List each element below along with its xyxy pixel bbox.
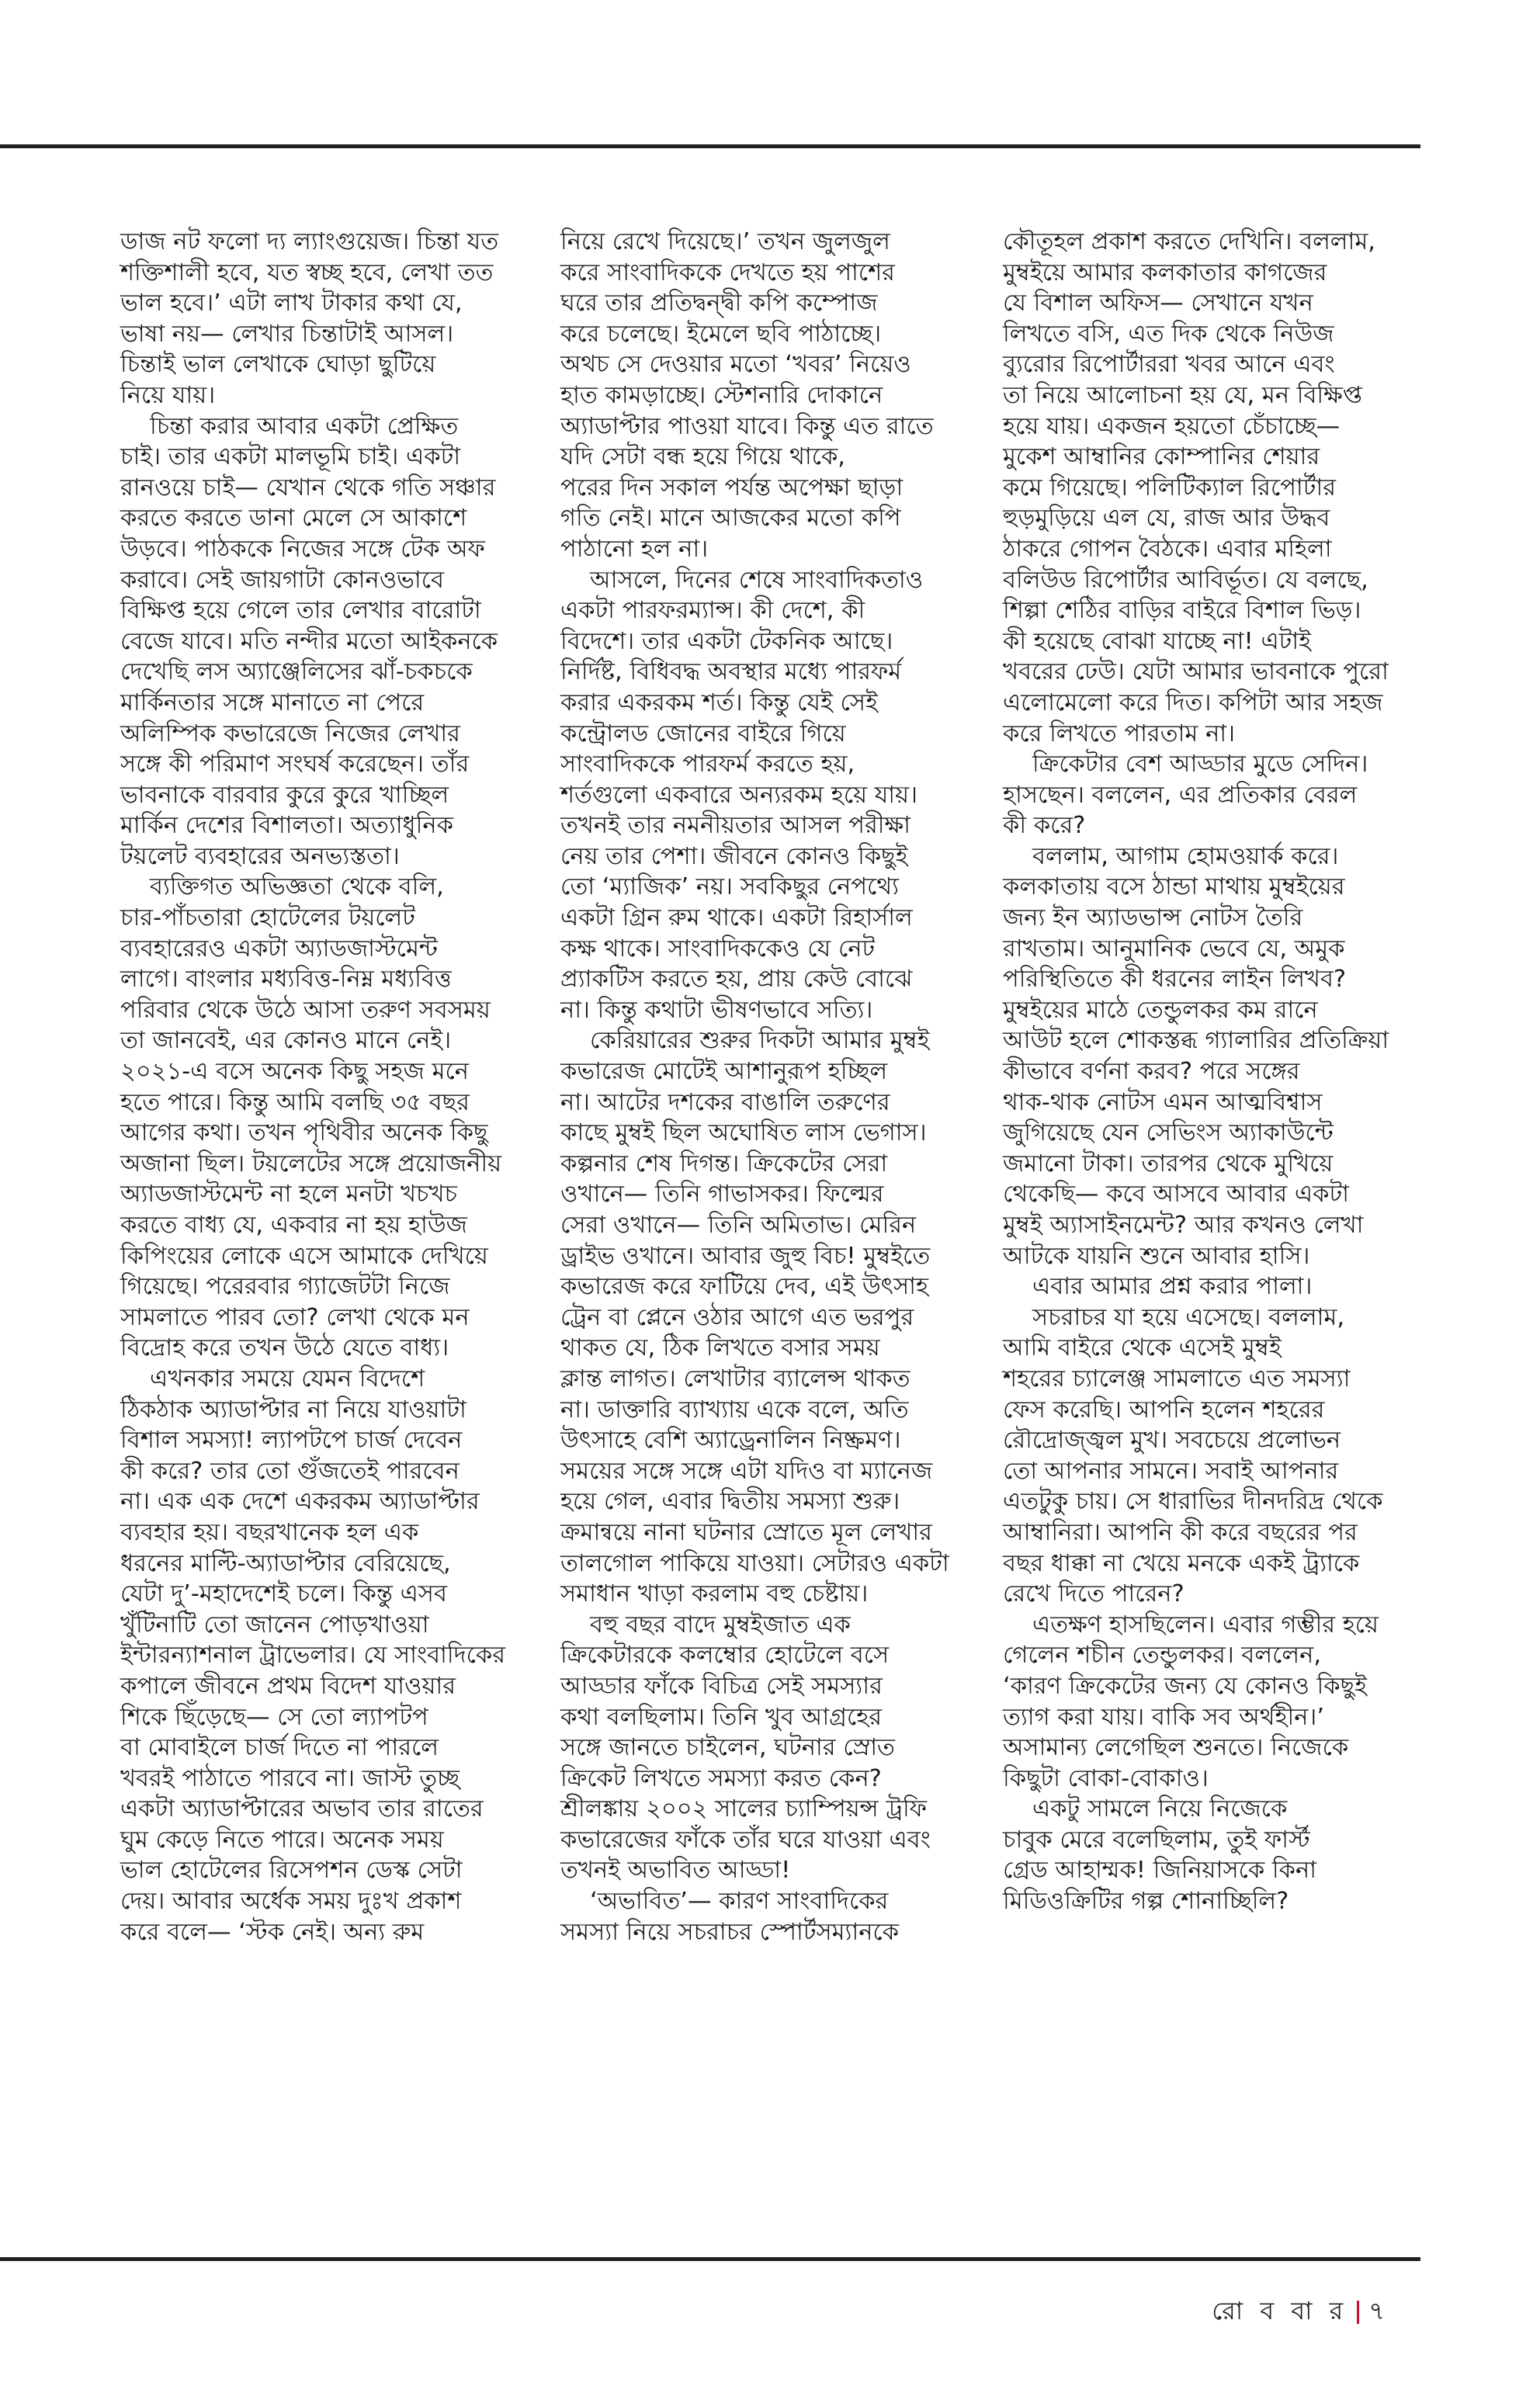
- text-line: লাগে। বাংলার মধ্যবিত্ত-নিম্ন মধ্যবিত্ত: [120, 966, 452, 994]
- text-line: থেকেছি— কবে আসবে আবার একটা: [1003, 1181, 1349, 1209]
- text-line: তা নিয়ে আলোচনা হয় যে, মন বিক্ষিপ্ত: [1003, 381, 1362, 409]
- text-line: ক্রিকেটার বেশ আড্ডার মুডে সেদিন।: [1032, 751, 1368, 779]
- text-line: কী করে?: [1003, 812, 1086, 840]
- text-line: হুড়মুড়িয়ে এল যে, রাজ আর উদ্ধব: [1003, 505, 1330, 532]
- text-line: প্র্যাকটিস করতে হয়, প্রায় কেউ বোঝে: [560, 966, 913, 994]
- text-line: তো ‘ম্যাজিক’ নয়। সবকিছুর নেপথ্যে: [560, 873, 899, 901]
- text-line: অথচ সে দেওয়ার মতো ‘খবর’ নিয়েও: [560, 351, 911, 379]
- text-line: ক্রমান্বয়ে নানা ঘটনার স্রোতে মূল লেখার: [560, 1518, 932, 1546]
- text-line: জমানো টাকা। তারপর থেকে মুখিয়ে: [1003, 1150, 1334, 1177]
- text-line: বিদ্রোহ করে তখন উঠে যেতে বাধ্য।: [120, 1334, 449, 1362]
- text-line: মিডিওক্রিটির গল্প শোনাচ্ছিলি?: [1003, 1888, 1289, 1916]
- text-line: ইন্টারন্যাশনাল ট্রাভেলার। যে সাংবাদিকের: [120, 1642, 506, 1670]
- text-line: ক্লান্ত লাগত। লেখাটার ব্যালেন্স থাকত: [560, 1365, 910, 1392]
- text-line: সমস্যা নিয়ে সচরাচর স্পোর্টসম্যানকে: [560, 1918, 900, 1946]
- text-line: বহু বছর বাদে মুম্বইজাত এক: [590, 1611, 851, 1639]
- text-line: কক্ষ থাকে। সাংবাদিককেও যে নেট: [560, 935, 876, 962]
- text-line: শিল্পা শেঠির বাড়ির বাইরে বিশাল ভিড়।: [1003, 597, 1361, 625]
- text-line: ভাল হোটেলের রিসেপশন ডেস্ক সেটা: [120, 1857, 463, 1885]
- text-line: করার একরকম শর্ত। কিন্তু যেই সেই: [560, 688, 878, 716]
- text-line: কৌতূহল প্রকাশ করতে দেখিনি। বললাম,: [1003, 228, 1375, 255]
- text-line: তালগোল পাকিয়ে যাওয়া। সেটারও একটা: [560, 1549, 949, 1577]
- text-line: সঙ্গে জানতে চাইলেন, ঘটনার স্রোত: [560, 1734, 895, 1762]
- text-line: পরের দিন সকাল পর্যন্ত অপেক্ষা ছাড়া: [560, 473, 904, 501]
- text-line: চাই। তার একটা মালভূমি চাই। একটা: [120, 443, 461, 471]
- text-line: ‘অভাবিত’— কারণ সাংবাদিকের: [590, 1888, 889, 1916]
- text-line: হাসছেন। বললেন, এর প্রতিকার বেরল: [1003, 781, 1358, 809]
- text-line: ঠিকঠাক অ্যাডাপ্টার না নিয়ে যাওয়াটা: [120, 1396, 467, 1424]
- text-line: বিদেশে। তার একটা টেকনিক আছে।: [560, 627, 893, 655]
- text-line: আম্বানিরা। আপনি কী করে বছরের পর: [1003, 1518, 1358, 1546]
- text-line: অলিম্পিক কভারেজে নিজের লেখার: [120, 720, 460, 747]
- text-line: জুগিয়েছে যেন সেভিংস অ্যাকাউন্টে: [1003, 1119, 1334, 1147]
- text-line: সচরাচর যা হয়ে এসেছে। বললাম,: [1032, 1303, 1345, 1331]
- text-line: কন্ট্রোলড জোনের বাইরে গিয়ে: [560, 720, 846, 747]
- text-line: এতক্ষণ হাসছিলেন। এবার গম্ভীর হয়ে: [1032, 1611, 1379, 1639]
- text-line: পরিবার থেকে উঠে আসা তরুণ সবসময়: [120, 996, 491, 1024]
- text-line: ড্রাইভ ওখানে। আবার জুহু বিচ! মুম্বইতে: [560, 1242, 931, 1270]
- footer-separator: [1357, 2301, 1359, 2324]
- text-line: মুকেশ আম্বানির কোম্পানির শেয়ার: [1003, 443, 1320, 471]
- text-line: নিয়ে যায়।: [120, 381, 216, 409]
- text-line: হয়ে যায়। একজন হয়তো চেঁচাচ্ছে—: [1003, 412, 1341, 440]
- text-line: সময়ের সঙ্গে সঙ্গে এটা যদিও বা ম্যানেজ: [560, 1457, 933, 1485]
- text-line: শ্রীলঙ্কায় ২০০২ সালের চ্যাম্পিয়ন্স ট্রফি: [560, 1795, 928, 1823]
- text-line: নিয়ে রেখে দিয়েছে।’ তখন জুলজুল: [560, 228, 890, 255]
- text-line: কিপিংয়ের লোকে এসে আমাকে দেখিয়ে: [120, 1242, 488, 1270]
- text-line: মুম্বইয়ে আমার কলকাতার কাগজের: [1003, 258, 1327, 286]
- top-rule: [0, 144, 1420, 148]
- text-line: কভারেজ মোটেই আশানুরূপ হচ্ছিল: [560, 1058, 888, 1086]
- text-line: উৎসাহে বেশি অ্যাড্রেনালিন নিষ্ক্রমণ।: [560, 1427, 901, 1455]
- text-line: ফেস করেছি। আপনি হলেন শহরের: [1003, 1396, 1325, 1424]
- text-line: আসলে, দিনের শেষে সাংবাদিকতাও: [590, 566, 924, 594]
- page-number: ৭: [1368, 2296, 1385, 2325]
- text-line: কী হয়েছে বোঝা যাচ্ছে না! এটাই: [1003, 627, 1311, 655]
- text-line: দেয়। আবার অর্ধেক সময় দুঃখ প্রকাশ: [120, 1888, 462, 1916]
- text-line: বছর ধাক্কা না খেয়ে মনকে একই ট্র্যাকে: [1003, 1549, 1360, 1577]
- text-line: শহরের চ্যালেঞ্জ সামলাতে এত সমস্যা: [1003, 1365, 1351, 1392]
- text-line: কিছুটা বোকা-বোকাও।: [1003, 1764, 1209, 1792]
- text-line: আউট হলে শোকস্তব্ধ গ্যালারির প্রতিক্রিয়া: [1003, 1027, 1389, 1055]
- text-line: বা মোবাইলে চার্জ দিতে না পারলে: [120, 1734, 439, 1762]
- text-line: গ্রেড আহাম্মক! জিনিয়াসকে কিনা: [1003, 1857, 1317, 1885]
- text-line: করে লিখতে পারতাম না।: [1003, 720, 1236, 747]
- text-line: কমে গিয়েছে। পলিটিক্যাল রিপোর্টার: [1003, 473, 1336, 501]
- text-line: ঘরে তার প্রতিদ্বন্দ্বী কপি কম্পোজ: [560, 290, 878, 317]
- text-line: অসামান্য লেগেছিল শুনতে। নিজেকে: [1003, 1734, 1349, 1762]
- text-line: যে বিশাল অফিস— সেখানে যখন: [1003, 290, 1313, 317]
- text-line: যেটা দু’-মহাদেশেই চলে। কিন্তু এসব: [120, 1580, 447, 1608]
- text-line: ক্রিকেট লিখতে সমস্যা করত কেন?: [560, 1764, 882, 1792]
- text-line: উড়বে। পাঠককে নিজের সঙ্গে টেক অফ: [120, 535, 485, 563]
- text-line: হতে পারে। কিন্তু আমি বলছি ৩৫ বছর: [120, 1088, 470, 1116]
- text-line: রানওয়ে চাই— যেখান থেকে গতি সঞ্চার: [120, 473, 496, 501]
- text-line: একটা পারফরম্যান্স। কী দেশে, কী: [560, 597, 865, 625]
- text-line: আটকে যায়নি শুনে আবার হাসি।: [1003, 1242, 1310, 1270]
- text-line: খুঁটিনাটি তো জানেন পোড়খাওয়া: [120, 1611, 429, 1639]
- text-line: কভারেজের ফাঁকে তাঁর ঘরে যাওয়া এবং: [560, 1826, 931, 1854]
- text-line: না। আটের দশকের বাঙালি তরুণের: [560, 1088, 890, 1116]
- text-line: সামলাতে পারব তো? লেখা থেকে মন: [120, 1303, 470, 1331]
- text-line: পাঠানো হল না।: [560, 535, 709, 563]
- text-line: বলিউড রিপোর্টার আবির্ভূত। যে বলছে,: [1003, 566, 1368, 594]
- text-line: তো আপনার সামনে। সবাই আপনার: [1003, 1457, 1339, 1485]
- text-line: কপালে জীবনে প্রথম বিদেশ যাওয়ার: [120, 1672, 456, 1700]
- text-line: খবরই পাঠাতে পারবে না। জাস্ট তুচ্ছ: [120, 1764, 460, 1792]
- text-line: তা জানবেই, এর কোনও মানে নেই।: [120, 1027, 452, 1055]
- text-line: একটা গ্রিন রুম থাকে। একটা রিহার্সাল: [560, 904, 913, 932]
- text-line: চিন্তা করার আবার একটা প্রেক্ষিত: [150, 412, 459, 440]
- text-line: বেজে যাবে। মতি নন্দীর মতো আইকনকে: [120, 627, 498, 655]
- text-line: করাবে। সেই জায়গাটা কোনওভাবে: [120, 566, 444, 594]
- text-line: খবরের ঢেউ। যেটা আমার ভাবনাকে পুরো: [1003, 658, 1389, 686]
- text-line: শিকে ছিঁড়েছে— সে তো ল্যাপটপ: [120, 1703, 428, 1731]
- text-line: করে সাংবাদিককে দেখতে হয় পাশের: [560, 258, 895, 286]
- text-line: আগের কথা। তখন পৃথিবীর অনেক কিছু: [120, 1119, 488, 1147]
- page-footer: [1212, 2291, 1385, 2333]
- text-line: বিক্ষিপ্ত হয়ে গেলে তার লেখার বারোটা: [120, 597, 481, 625]
- text-line: ধরনের মাল্টি-অ্যাডাপ্টার বেরিয়েছে,: [120, 1549, 451, 1577]
- text-line: গিয়েছে। পরেরবার গ্যাজেটটা নিজে: [120, 1273, 450, 1301]
- text-line: শর্তগুলো একবারে অন্যরকম হয়ে যায়।: [560, 781, 918, 809]
- text-line: সেরা ওখানে— তিনি অমিতাভ। মেরিন: [560, 1212, 917, 1239]
- text-line: চিন্তাই ভাল লেখাকে ঘোড়া ছুটিয়ে: [120, 351, 436, 379]
- text-line: ওখানে— তিনি গাভাসকর। ফিল্মের: [560, 1181, 884, 1209]
- bottom-rule: [0, 2257, 1420, 2261]
- text-line: নেয় তার পেশা। জীবনে কোনও কিছুই: [560, 842, 908, 870]
- text-line: এলোমেলো করে দিত। কপিটা আর সহজ: [1003, 688, 1383, 716]
- text-line: হাত কামড়াচ্ছে। স্টেশনারি দোকানে: [560, 381, 883, 409]
- text-line: কী করে? তার তো গুঁজতেই পারবেন: [120, 1457, 460, 1485]
- text-line: কাছে মুম্বই ছিল অঘোষিত লাস ভেগাস।: [560, 1119, 927, 1147]
- text-line: ২০২১-এ বসে অনেক কিছু সহজ মনে: [120, 1058, 469, 1086]
- text-line: কল্পনার শেষ দিগন্ত। ক্রিকেটের সেরা: [560, 1150, 888, 1177]
- text-line: করতে করতে ডানা মেলে সে আকাশে: [120, 505, 467, 532]
- text-line: মার্কিনতার সঙ্গে মানাতে না পেরে: [120, 688, 425, 716]
- text-line: বললাম, আগাম হোমওয়ার্ক করে।: [1032, 842, 1339, 870]
- text-line: আমি বাইরে থেকে এসেই মুম্বই: [1003, 1334, 1282, 1362]
- text-line: থাকত যে, ঠিক লিখতে বসার সময়: [560, 1334, 880, 1362]
- text-line: ক্রিকেটারকে কলম্বোর হোটেলে বসে: [560, 1642, 890, 1670]
- text-line: লিখতে বসি, এত দিক থেকে নিউজ: [1003, 320, 1334, 348]
- text-line: এবার আমার প্রশ্ন করার পালা।: [1032, 1273, 1313, 1301]
- text-line: ত্যাগ করা যায়। বাকি সব অর্থহীন।’: [1003, 1703, 1325, 1731]
- text-line: কেরিয়ারের শুরুর দিকটা আমার মুম্বই: [590, 1027, 930, 1055]
- text-line: রৌদ্রোজ্জ্বল মুখ। সবচেয়ে প্রলোভন: [1003, 1427, 1341, 1455]
- text-line: এখনকার সময়ে যেমন বিদেশে: [150, 1365, 425, 1392]
- text-line: জন্য ইন অ্যাডভান্স নোটস তৈরি: [1003, 904, 1303, 932]
- magazine-name: রো ব বা র: [1212, 2296, 1348, 2325]
- text-line: অ্যাডাপ্টার পাওয়া যাবে। কিন্তু এত রাতে: [560, 412, 934, 440]
- text-line: একটা অ্যাডাপ্টারের অভাব তার রাতের: [120, 1795, 484, 1823]
- text-line: চার-পাঁচতারা হোটেলের টয়লেট: [120, 904, 415, 932]
- text-line: কথা বলছিলাম। তিনি খুব আগ্রহের: [560, 1703, 883, 1731]
- text-line: ব্যুরোর রিপোর্টাররা খবর আনে এবং: [1003, 351, 1335, 379]
- text-line: ট্রেন বা প্লেনে ওঠার আগে এত ভরপুর: [560, 1303, 914, 1331]
- text-line: ভাল হবে।’ এটা লাখ টাকার কথা যে,: [120, 290, 463, 317]
- text-line: শক্তিশালী হবে, যত স্বচ্ছ হবে, লেখা তত: [120, 258, 494, 286]
- text-line: ভাবনাকে বারবার কুরে কুরে খাচ্ছিল: [120, 781, 449, 809]
- article-column-3: [1003, 227, 1438, 1917]
- text-line: দেখেছি লস অ্যাঞ্জেলিসের ঝাঁ-চকচকে: [120, 658, 473, 686]
- article-column-1: [120, 227, 555, 1947]
- article-column-2: [560, 227, 995, 1947]
- text-line: করে বলে— ‘স্টক নেই। অন্য রুম: [120, 1918, 425, 1946]
- text-line: কীভাবে বর্ণনা করব? পরে সঙ্গের: [1003, 1058, 1300, 1086]
- text-line: ডাজ নট ফলো দ্য ল্যাংগুয়েজ। চিন্তা যত: [120, 228, 499, 255]
- text-line: ব্যক্তিগত অভিজ্ঞতা থেকে বলি,: [150, 873, 444, 901]
- text-line: ঘুম কেড়ে নিতে পারে। অনেক সময়: [120, 1826, 444, 1854]
- text-line: গেলেন শচীন তেন্ডুলকর। বললেন,: [1003, 1642, 1322, 1670]
- text-line: কভারেজ করে ফাটিয়ে দেব, এই উৎসাহ: [560, 1273, 928, 1301]
- text-line: করতে বাধ্য যে, একবার না হয় হাউজ: [120, 1212, 467, 1239]
- text-line: থাক-থাক নোটস এমন আত্মবিশ্বাস: [1003, 1088, 1323, 1116]
- text-line: মুম্বই অ্যাসাইনমেন্ট? আর কখনও লেখা: [1003, 1212, 1364, 1239]
- text-line: ‘কারণ ক্রিকেটের জন্য যে কোনও কিছুই: [1003, 1672, 1367, 1700]
- text-line: রেখে দিতে পারেন?: [1003, 1580, 1184, 1608]
- text-line: এতটুকু চায়। সে ধারাভির দীনদরিদ্র থেকে: [1003, 1488, 1383, 1516]
- text-line: ভাষা নয়— লেখার চিন্তাটাই আসল।: [120, 320, 454, 348]
- text-line: না। কিন্তু কথাটা ভীষণভাবে সত্যি।: [560, 996, 873, 1024]
- text-line: টয়লেট ব্যবহারের অনভ্যস্ততা।: [120, 842, 400, 870]
- text-line: সাংবাদিককে পারফর্ম করতে হয়,: [560, 751, 855, 779]
- text-line: করে চলেছে। ইমেলে ছবি পাঠাচ্ছে।: [560, 320, 882, 348]
- text-line: অজানা ছিল। টয়লেটের সঙ্গে প্রয়োজনীয়: [120, 1150, 502, 1177]
- text-line: ব্যবহারেরও একটা অ্যাডজাস্টমেন্ট: [120, 935, 438, 962]
- text-line: মার্কিন দেশের বিশালতা। অত্যাধুনিক: [120, 812, 453, 840]
- text-line: না। ডাক্তারি ব্যাখ্যায় একে বলে, অতি: [560, 1396, 909, 1424]
- text-line: সঙ্গে কী পরিমাণ সংঘর্ষ করেছেন। তাঁর: [120, 751, 470, 779]
- text-line: না। এক এক দেশে একরকম অ্যাডাপ্টার: [120, 1488, 480, 1516]
- text-line: বিশাল সমস্যা! ল্যাপটপে চার্জ দেবেন: [120, 1427, 463, 1455]
- text-line: যদি সেটা বন্ধ হয়ে গিয়ে থাকে,: [560, 443, 845, 471]
- text-line: কলকাতায় বসে ঠান্ডা মাথায় মুম্বইয়ের: [1003, 873, 1345, 901]
- text-line: ব্যবহার হয়। বছরখানেক হল এক: [120, 1518, 419, 1546]
- text-line: অ্যাডজাস্টমেন্ট না হলে মনটা খচখচ: [120, 1181, 457, 1209]
- text-line: তখনই তার নমনীয়তার আসল পরীক্ষা: [560, 812, 911, 840]
- text-line: তখনই অভাবিত আড্ডা!: [560, 1857, 791, 1885]
- text-line: হয়ে গেল, এবার দ্বিতীয় সমস্যা শুরু।: [560, 1488, 900, 1516]
- text-line: সমাধান খাড়া করলাম বহু চেষ্টায়।: [560, 1580, 869, 1608]
- text-line: পরিস্থিতিতে কী ধরনের লাইন লিখব?: [1003, 966, 1347, 994]
- text-line: ঠাকরে গোপন বৈঠকে। এবার মহিলা: [1003, 535, 1332, 563]
- text-line: চাবুক মেরে বলেছিলাম, তুই ফার্স্ট: [1003, 1826, 1310, 1854]
- text-line: নির্দিষ্ট, বিধিবদ্ধ অবস্থার মধ্যে পারফর্ম: [560, 658, 902, 686]
- text-line: গতি নেই। মানে আজকের মতো কপি: [560, 505, 901, 532]
- text-line: মুম্বইয়ের মাঠে তেন্ডুলকর কম রানে: [1003, 996, 1318, 1024]
- text-line: আড্ডার ফাঁকে বিচিত্র সেই সমস্যার: [560, 1672, 883, 1700]
- text-line: রাখতাম। আনুমানিক ভেবে যে, অমুক: [1003, 935, 1345, 962]
- text-line: একটু সামলে নিয়ে নিজেকে: [1032, 1795, 1288, 1823]
